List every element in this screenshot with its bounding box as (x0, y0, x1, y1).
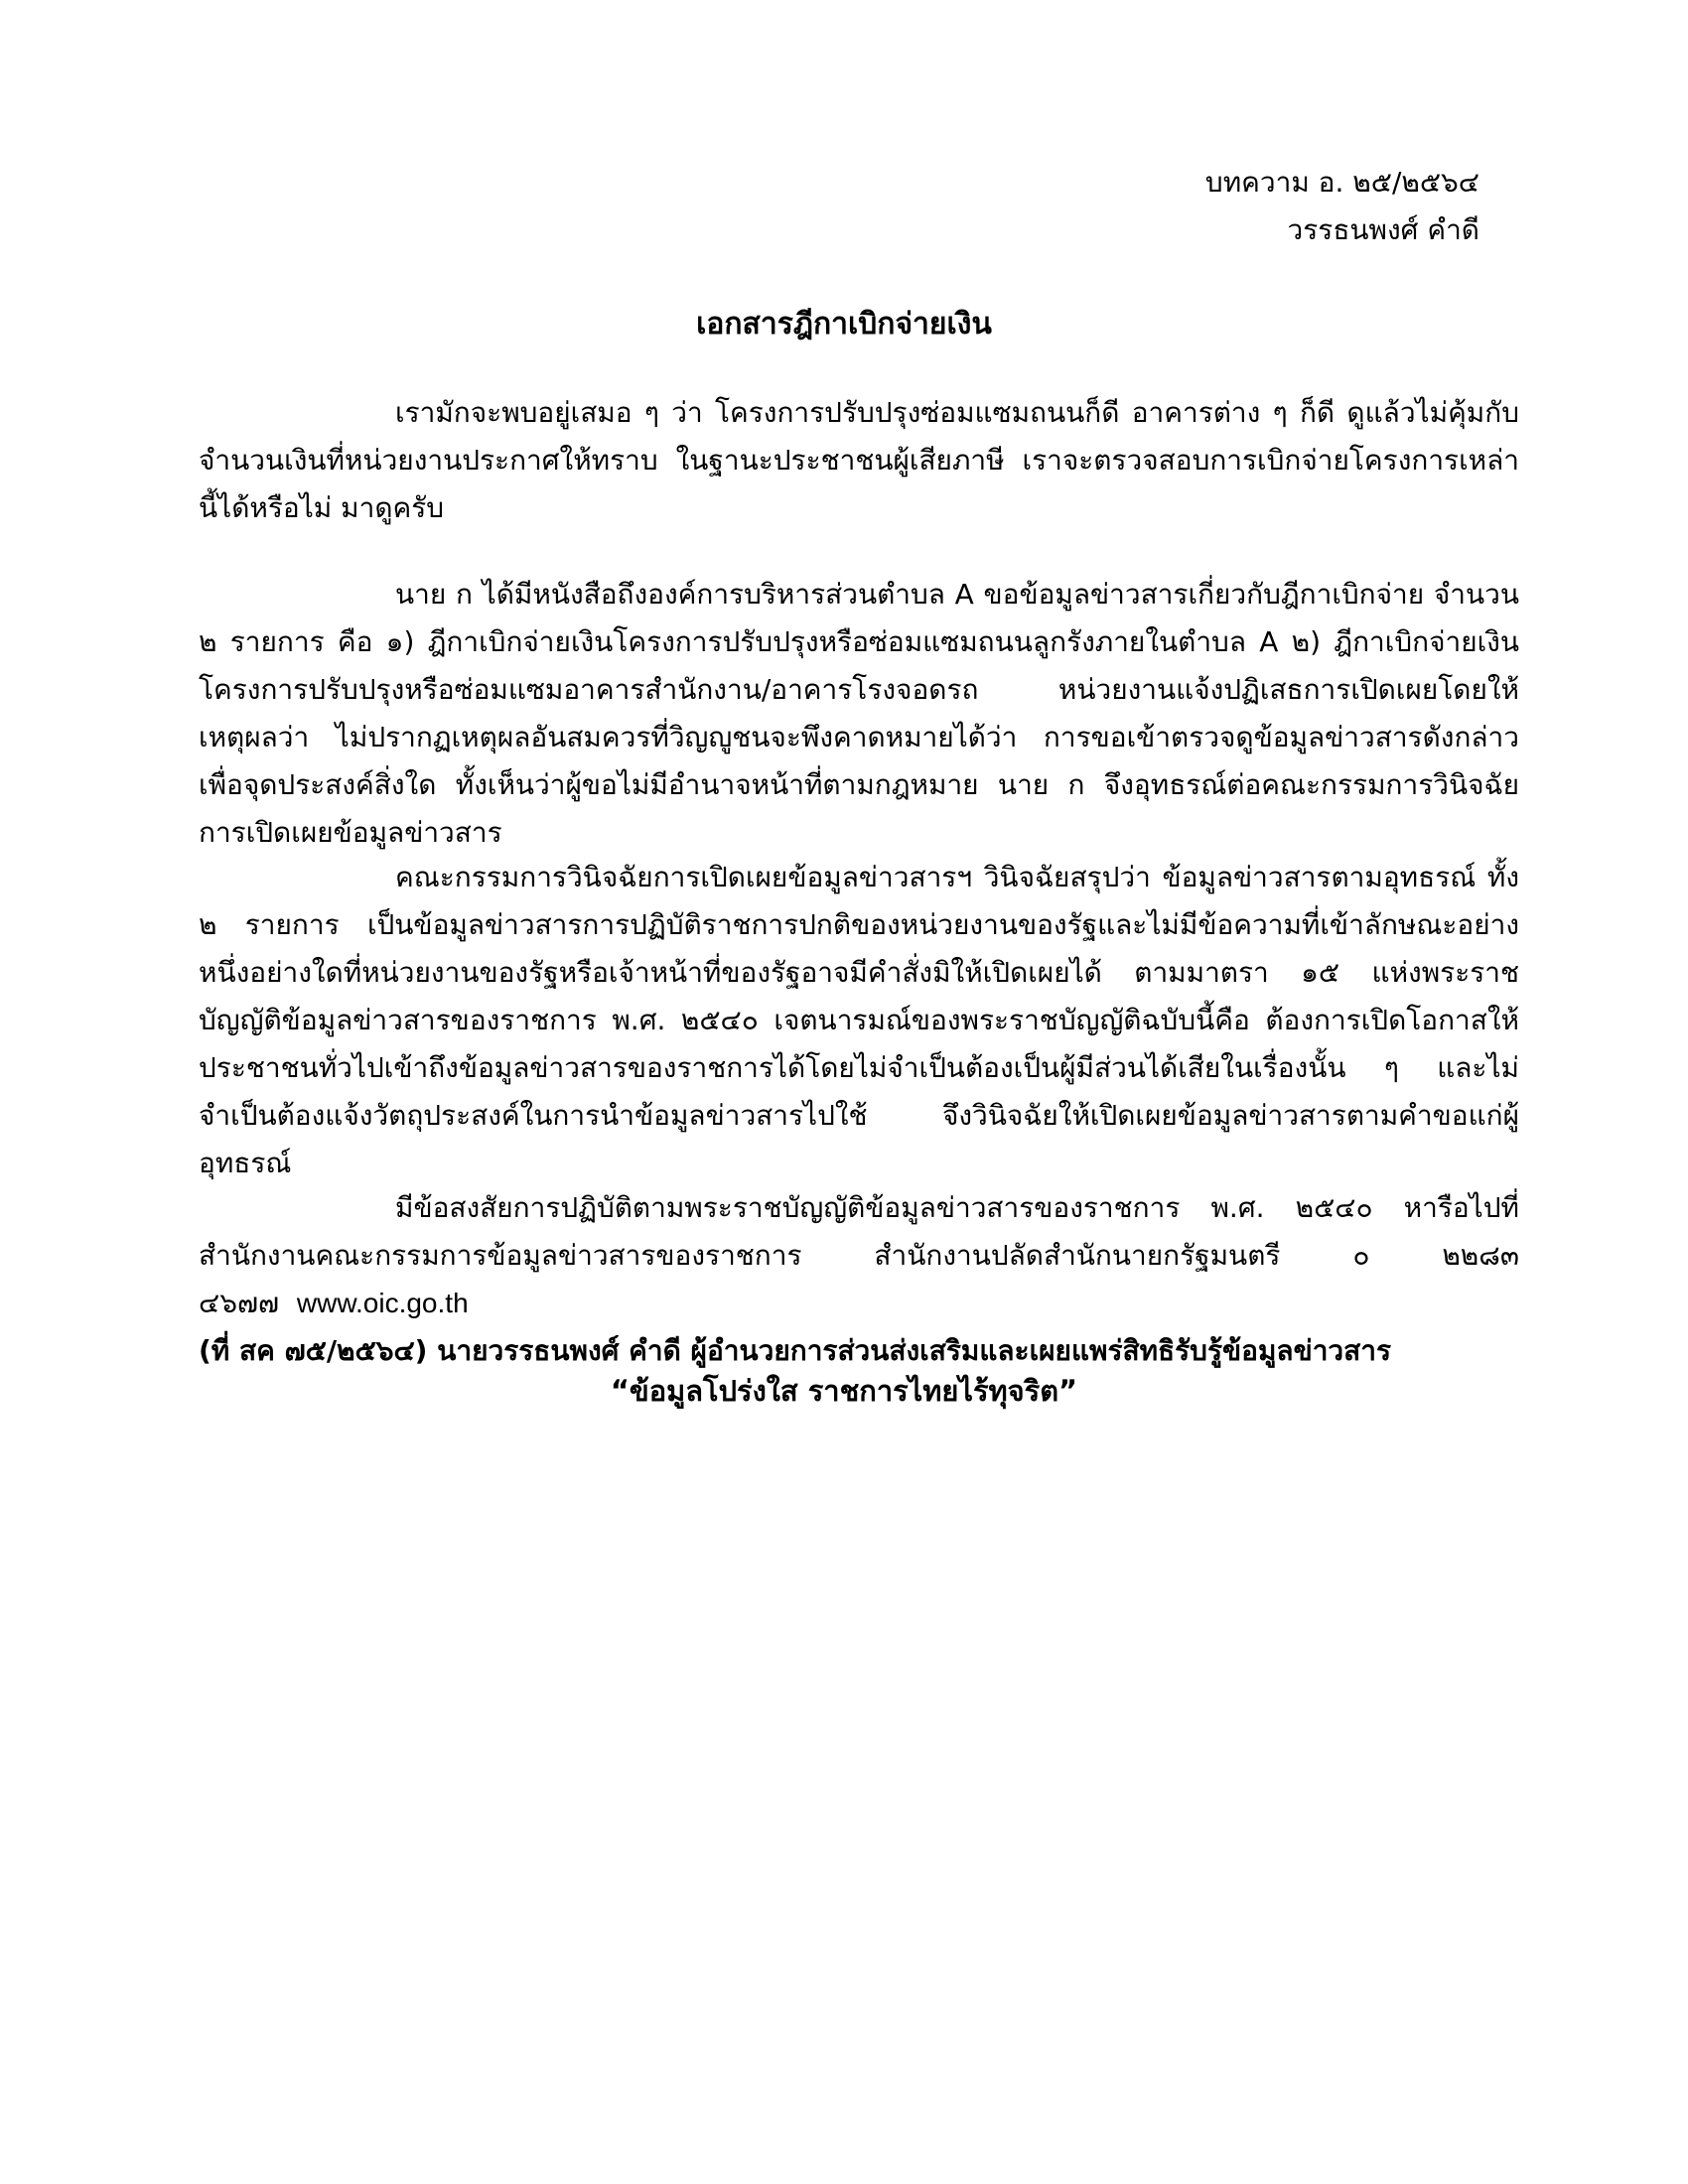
paragraph-intro (199, 389, 1519, 532)
paragraph-case (199, 571, 1519, 857)
contact-info (199, 1184, 1519, 1327)
slogan: “ข้อมูลโปร่งใส ราชการไทยไร้ทุจริต” (610, 1374, 1078, 1408)
contact-block (199, 1184, 1519, 1375)
contact-text: มีข้อสงสัยการปฏิบัติตามพระราชบัญญัติข้อมูลข่าวสารของราชการ พ.ศ. ๒๕๔๐ หารือไปที่สำนักงานคณะกรรมการข้อมูลข่าวสารของราชการ สำนักงานปลัดสำนักนายกรัฐมนตรี ๐ ๒๒๘๓ ๔๖๗๗ (199, 1191, 1519, 1319)
paragraph-text: คณะกรรมการวินิจฉัยการเปิดเผยข้อมูลข่าวสารฯ วินิจฉัยสรุปว่า ข้อมูลข่าวสารตามอุทธรณ์ ทั้ง ๒ รายการ เป็นข้อมูลข่าวสารการปฏิบัติราชการปกติของหน่วยงานของรัฐและไม่มีข้อความที่เข้าลักษณะอย่างหนึ่งอย่างใดที่หน่วยงานของรัฐหรือเจ้าหน้าที่ของรัฐอาจมีคำสั่งมิให้เปิดเผยได้ ตามมาตรา ๑๕ แห่งพระราชบัญญัติข้อมูลข่าวสารของราชการ พ.ศ. ๒๕๔๐ เจตนารมณ์ของพระราชบัญญัติฉบับนี้คือ ต้องการเปิดโอกาสให้ประชาชนทั่วไปเข้าถึงข้อมูลข่าวสารของราชการได้โดยไม่จำเป็นต้องเป็นผู้มีส่วนได้เสียในเรื่องนั้น ๆ และไม่จำเป็นต้องแจ้งวัตถุประสงค์ในการนำข้อมูลข่าวสารไปใช้ จึงวินิจฉัยให้เปิดเผยข้อมูลข่าวสารตามคำขอแก่ผู้อุทธรณ์ (199, 861, 1519, 1179)
signature-line: (ที่ สค ๗๕/๒๕๖๔) นายวรรธนพงศ์ คำดี ผู้อำนวยการส่วนส่งเสริมและเผยแพร่สิทธิรับรู้ข้อมูลข่าวสาร (199, 1334, 1392, 1367)
document-title: เอกสารฎีกาเบิกจ่ายเงิน (696, 307, 992, 341)
article-author: วรรธนพงศ์ คำดี (1287, 213, 1479, 246)
paragraph-text: เรามักจะพบอยู่เสมอ ๆ ว่า โครงการปรับปรุงซ่อมแซมถนนก็ดี อาคารต่าง ๆ ก็ดี ดูแล้วไม่คุ้มกับจำนวนเงินที่หน่วยงานประกาศให้ทราบ ในฐานะประชาชนผู้เสียภาษี เราจะตรวจสอบการเบิกจ่ายโครงการเหล่านี้ได้หรือไม่ มาดูครับ (199, 396, 1519, 524)
paragraph-ruling (199, 854, 1519, 1187)
article-number: บทความ อ. ๒๕/๒๕๖๔ (1204, 166, 1479, 199)
article-reference (1205, 159, 1479, 254)
paragraph-text: นาย ก ได้มีหนังสือถึงองค์การบริหารส่วนตำบล A ขอข้อมูลข่าวสารเกี่ยวกับฎีกาเบิกจ่าย จำนวน ๒ รายการ คือ ๑) ฎีกาเบิกจ่ายเงินโครงการปรับปรุงหรือซ่อมแซมถนนลูกรังภายในตำบล A ๒) ฎีกาเบิกจ่ายเงินโครงการปรับปรุงหรือซ่อมแซมอาคารสำนักงาน/อาคารโรงจอดรถ หน่วยงานแจ้งปฏิเสธการเปิดเผยโดยให้เหตุผลว่า ไม่ปรากฏเหตุผลอันสมควรที่วิญญูชนจะพึงคาดหมายได้ว่า การขอเข้าตรวจดูข้อมูลข่าวสารดังกล่าวเพื่อจุดประสงค์สิ่งใด ทั้งเห็นว่าผู้ขอไม่มีอำนาจหน้าที่ตามกฎหมาย นาย ก จึงอุทธรณ์ต่อคณะกรรมการวินิจฉัยการเปิดเผยข้อมูลข่าวสาร (199, 578, 1519, 849)
website-link[interactable]: www.oic.go.th (296, 1288, 469, 1318)
